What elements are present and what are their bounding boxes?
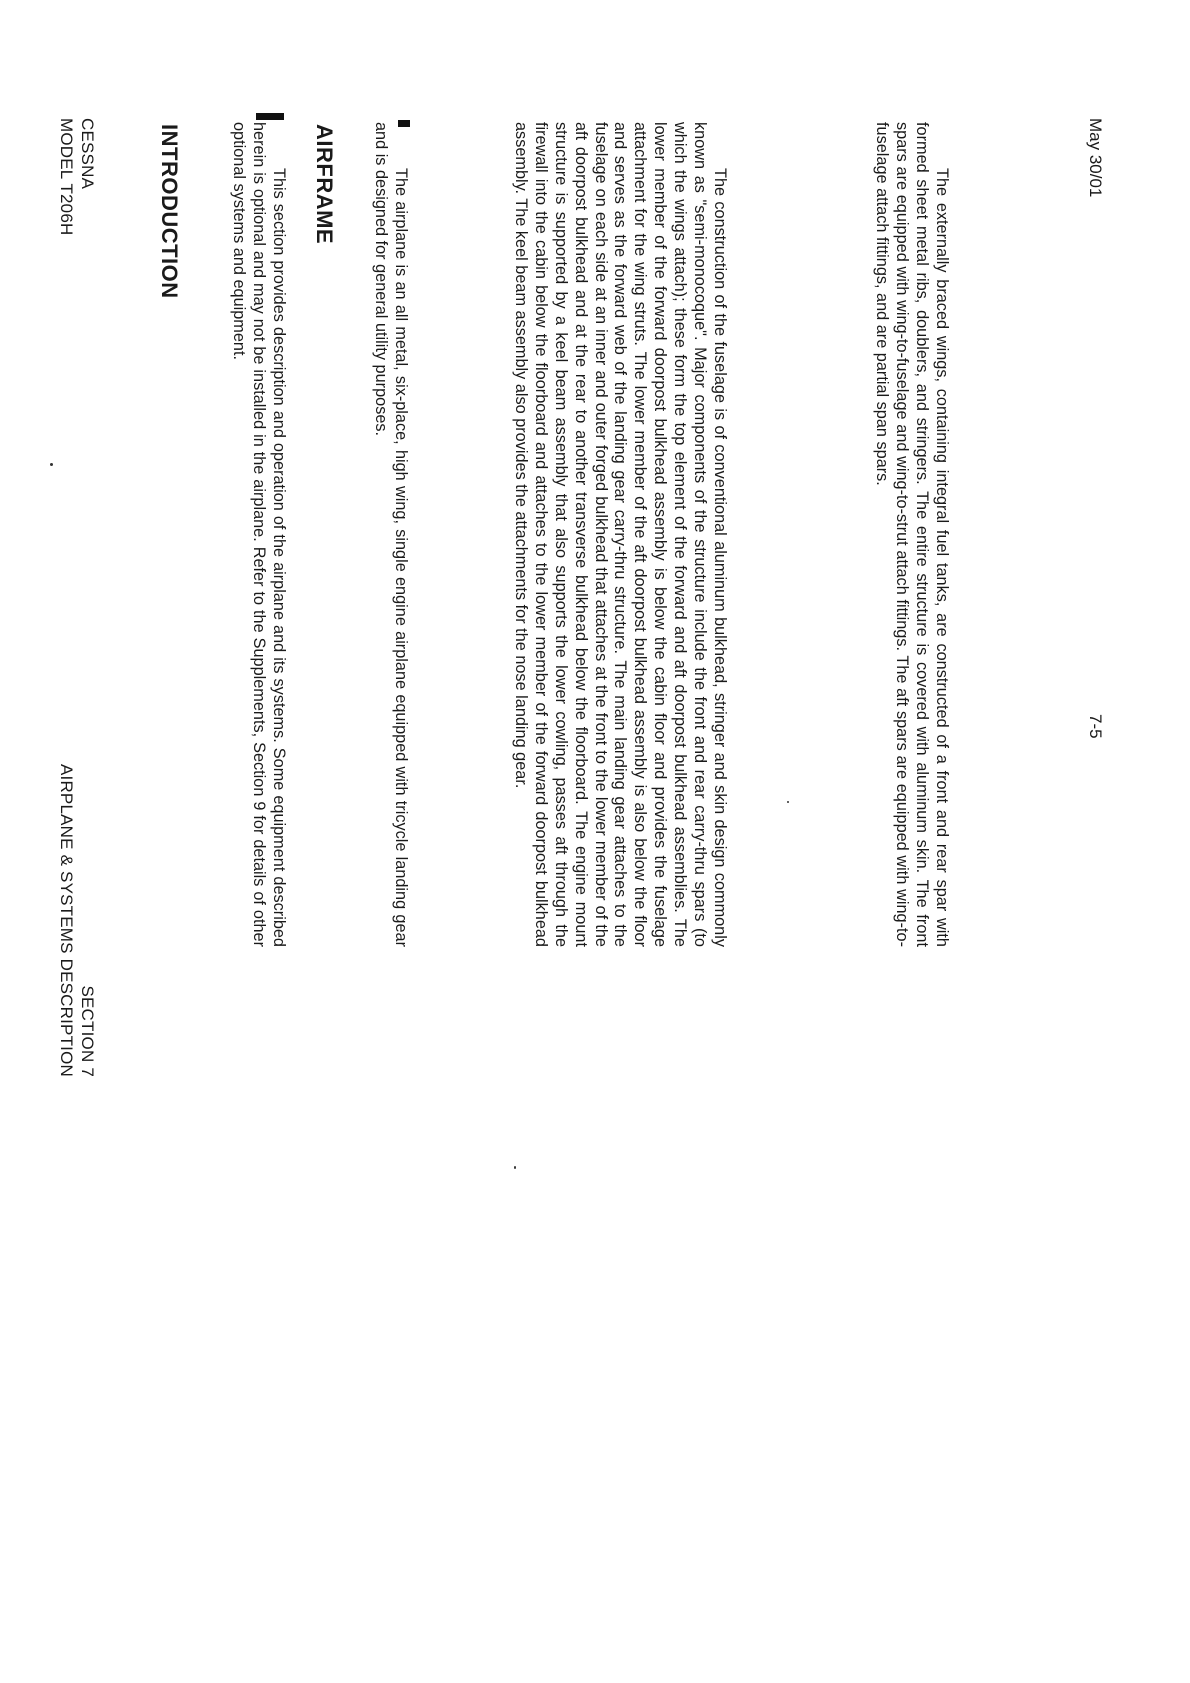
airframe-paragraph: The airplane is an all metal, six-place, high wing, single engine airplane equipped with tricycle landing gear and is designed for general utility purposes. [372,122,410,947]
header-section-title: AIRPLANE & SYSTEMS DESCRIPTION [57,763,76,1077]
airframe-heading: AIRFRAME [312,124,337,245]
introduction-paragraph: This section provides description and operation of the airplane and its systems. Some equipment described herein is optional and may not be installed in the airplane. Refer to the Supplements, Section 9 for details of other optional systems and equipment. [230,122,288,947]
introduction-heading: INTRODUCTION [157,124,182,299]
airframe-paragraph: The externally braced wings, containing integral fuel tanks, are constructed of a front and rear spar with formed sheet metal ribs, doublers, and stringers. The entire structure is covered with aluminum skin. The front spars are equipped with wing-to-fuselage and wing-to-strut attach fittings. The aft spars are equipped with wing-to-fuselage attach fittings, and are partial span spars. [873,122,951,947]
scan-speck [787,801,789,803]
header-section-number: SECTION 7 [78,985,97,1077]
airframe-paragraph: The construction of the fuselage is of conventional aluminum bulkhead, stringer and skin design commonly known as "semi-monocoque". Major components of the structure include the front and rear carry-thru spars (to which the wings attach); these form the top element of the forward and aft doorpost bulkhead assemblies. The lower member of the forward doorpost bulkhead assembly is below the cabin floor and provides the fuselage attachment for the wing struts. The lower member of the aft doorpost bulkhead assembly is also below the floor and serves as the forward web of the landing gear carry-thru structure. The main landing gear attaches to the fuselage on each side at an inner and outer forged bulkhead that attaches at the front to the lower member of the aft doorpost bulkhead and at the rear to another transverse bulkhead below the floorboard. The engine mount structure is supported by a keel beam assembly that also supports the lower cowling, passes aft through the firewall into the cabin below the floorboard and attaches to the lower member of the forward doorpost bulkhead assembly. The keel beam assembly also provides the attachments for the nose landing gear. [511,122,729,947]
header-left [56,118,98,235]
header-manufacturer: CESSNA [78,118,97,190]
revision-change-bar [256,113,284,120]
scan-speck [50,463,53,466]
scan-speck [514,1166,516,1169]
header-model: MODEL T206H [57,118,76,236]
header-right [56,764,98,1077]
footer-page-number: 7-5 [1086,714,1105,739]
footer-date: May 30/01 [1086,118,1105,198]
